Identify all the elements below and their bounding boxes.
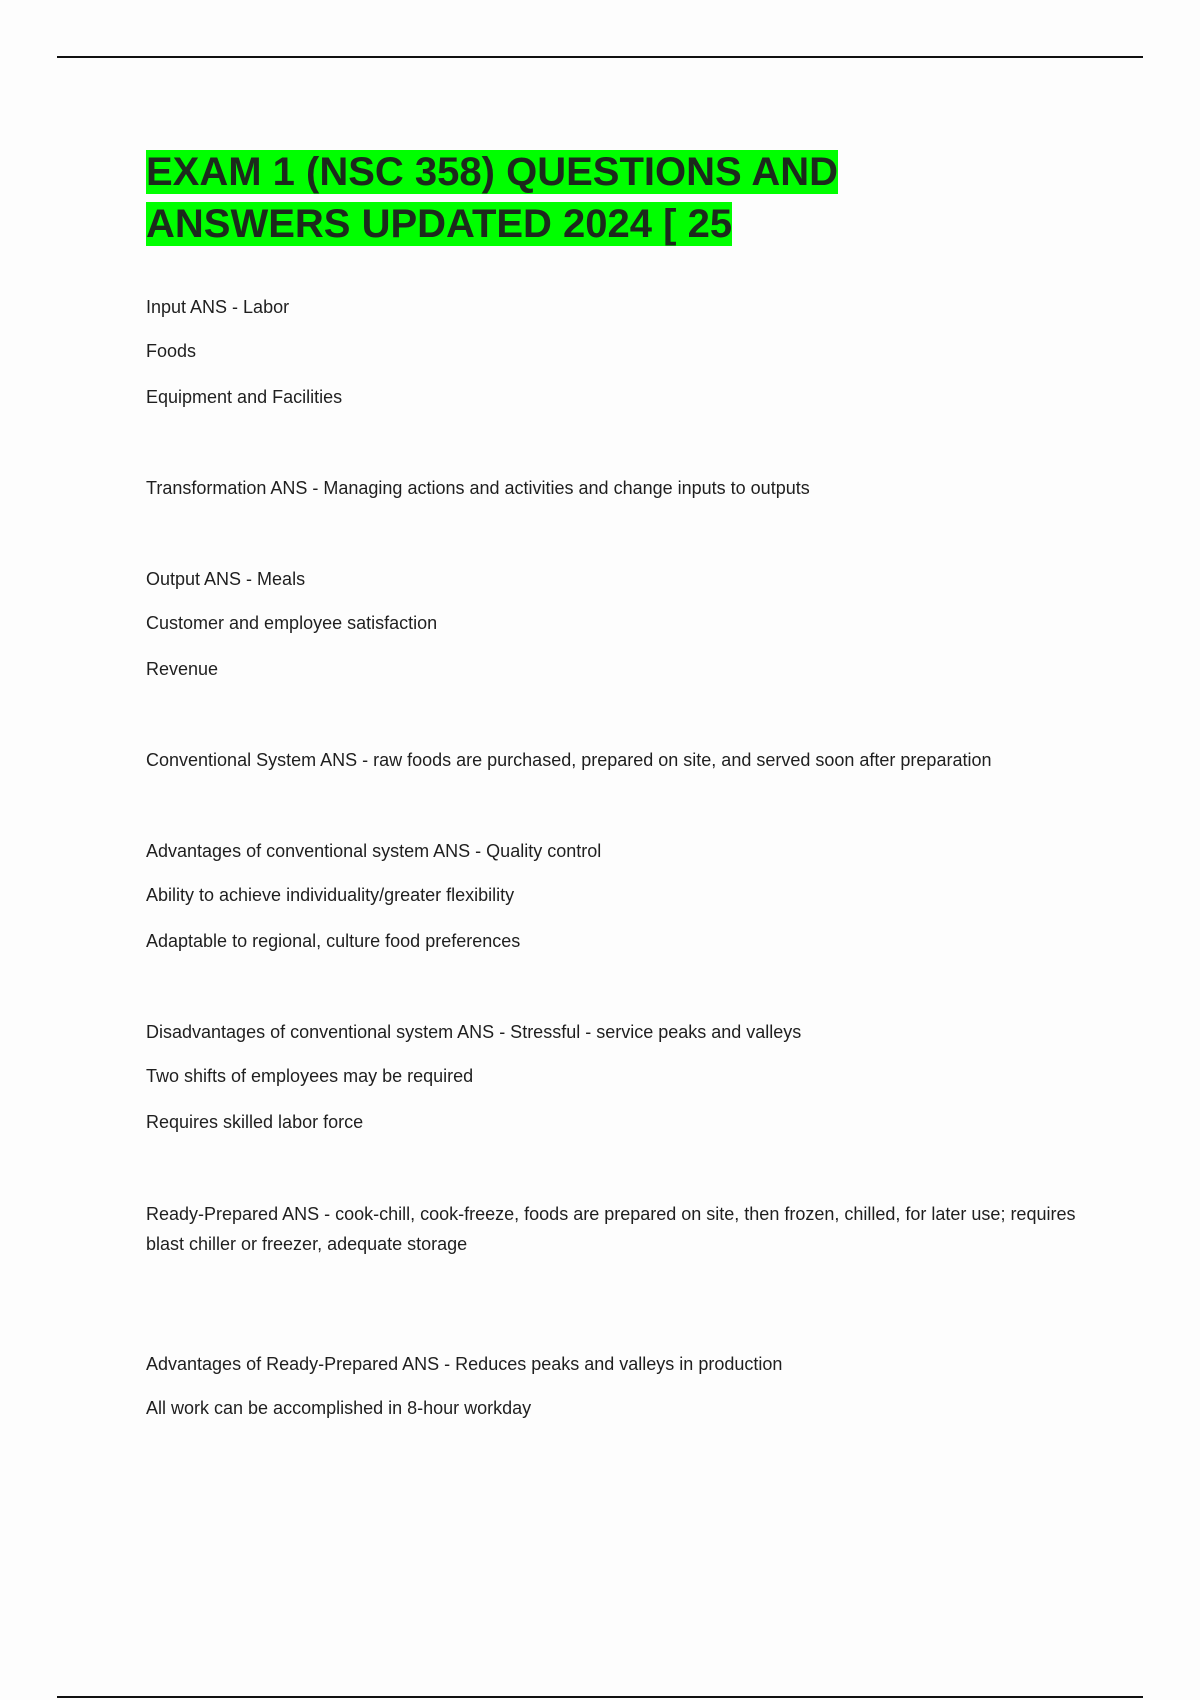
qa-line: Advantages of Ready-Prepared ANS - Reduces peaks and valleys in production [146,1354,783,1374]
qa-line: Adaptable to regional, culture food preferences [146,931,521,951]
qa-line: Disadvantages of conventional system ANS - Stressful - service peaks and valleys [146,1022,802,1042]
qa-line: Output ANS - Meals [146,569,306,589]
qa-line: All work can be accomplished in 8-hour workday [146,1398,532,1418]
qa-line: Foods [146,341,197,361]
qa-line: Transformation ANS - Managing actions and activities and change inputs to outputs [146,478,810,498]
qa-line: Conventional System ANS - raw foods are purchased, prepared on site, and served soon after preparation [146,750,992,770]
qa-line: Equipment and Facilities [146,387,343,407]
qa-line: Advantages of conventional system ANS - Quality control [146,841,602,861]
title-highlight: EXAM 1 (NSC 358) QUESTIONS AND ANSWERS UPDATED 2024 [ 25 [146,150,838,246]
qa-line: Revenue [146,659,219,679]
qa-line: Customer and employee satisfaction [146,613,438,633]
bottom-rule [57,1696,1143,1698]
qa-line: Input ANS - Labor [146,297,290,317]
page-title [146,146,946,250]
qa-line: Ready-Prepared ANS - cook-chill, cook-freeze, foods are prepared on site, then frozen, chilled, for later use; requires blast chiller or freezer, adequate storage [146,1204,1076,1254]
qa-line: Ability to achieve individuality/greater flexibility [146,885,515,905]
top-rule [57,56,1143,58]
qa-line: Requires skilled labor force [146,1112,364,1132]
qa-line: Two shifts of employees may be required [146,1066,474,1086]
